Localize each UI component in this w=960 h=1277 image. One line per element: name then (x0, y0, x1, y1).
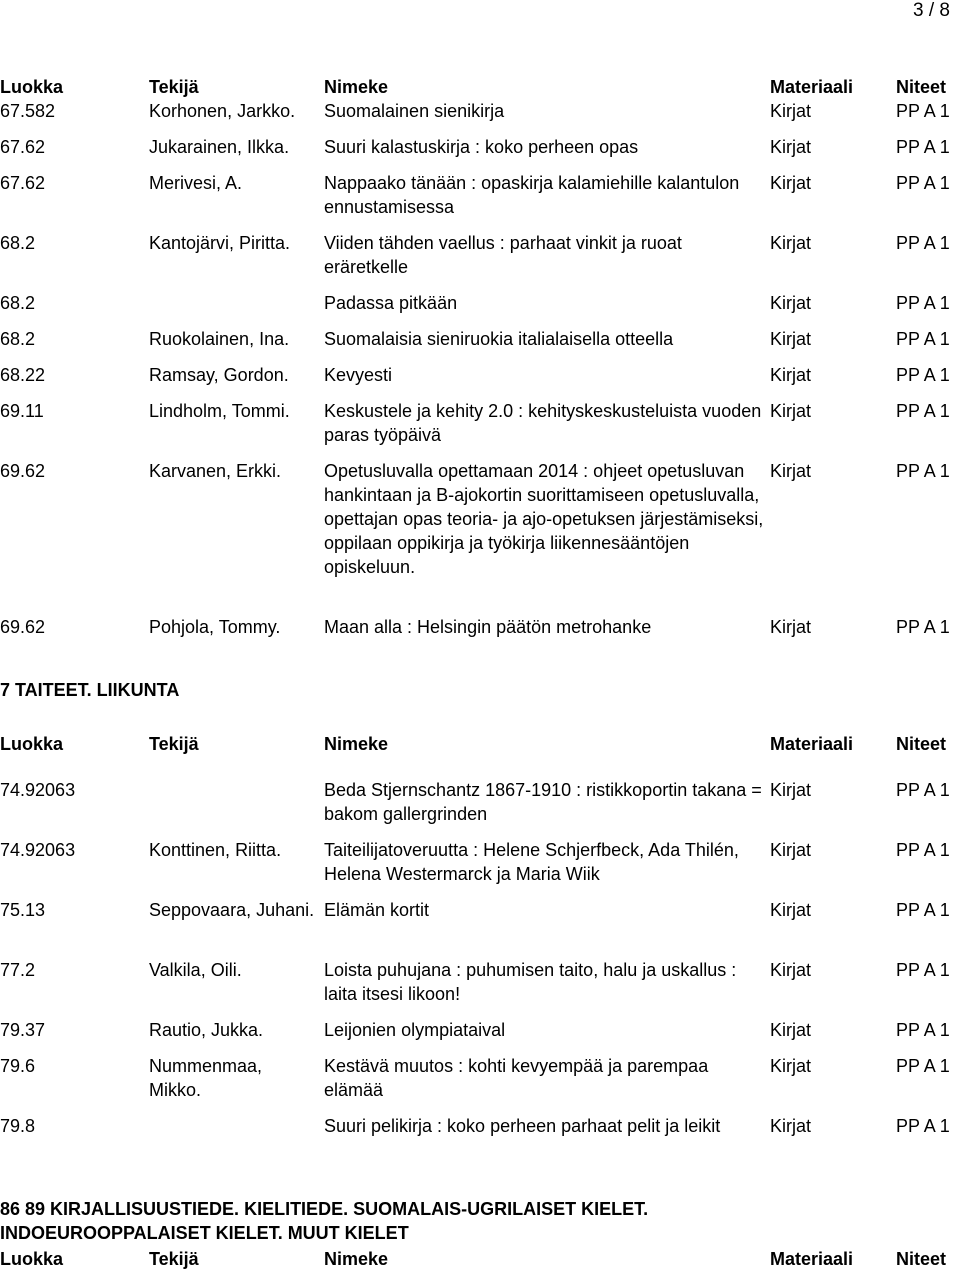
cell-nimeke: Beda Stjernschantz 1867-1910 : ristikkoportin takana = bakom gallergrinden (324, 780, 762, 824)
table-row (0, 231, 960, 279)
cell-materiaali: Kirjat (770, 780, 812, 800)
table-row (0, 1018, 960, 1042)
cell-luokka: 67.582 (0, 101, 56, 121)
table-row (0, 135, 960, 159)
cell-materiaali: Kirjat (770, 960, 812, 980)
cell-niteet: PP A 1 (896, 461, 950, 481)
cell-luokka: 75.13 (0, 900, 46, 920)
cell-nimeke: Keskustele ja kehity 2.0 : kehityskeskusteluista vuoden paras työpäivä (324, 401, 762, 445)
catalog-section-1 (0, 75, 960, 639)
col-nimeke: Nimeke (324, 77, 389, 97)
col-niteet: Niteet (896, 1249, 947, 1269)
cell-nimeke: Kestävä muutos : kohti kevyempää ja parempaa elämää (324, 1056, 709, 1100)
cell-tekija: Korhonen, Jarkko. (149, 101, 296, 121)
table-row (0, 327, 960, 351)
cell-materiaali: Kirjat (770, 233, 812, 253)
cell-luokka: 74.92063 (0, 840, 76, 860)
cell-luokka: 79.8 (0, 1116, 36, 1136)
cell-niteet: PP A 1 (896, 401, 950, 421)
cell-tekija: Valkila, Oili. (149, 960, 242, 980)
col-niteet: Niteet (896, 734, 947, 754)
cell-niteet: PP A 1 (896, 840, 950, 860)
catalog-section-3 (0, 1197, 960, 1271)
cell-materiaali: Kirjat (770, 293, 812, 313)
section-heading-line1: 86 89 KIRJALLISUUSTIEDE. KIELITIEDE. SUOMALAIS-UGRILAISET KIELET. (0, 1199, 649, 1219)
cell-nimeke: Opetusluvalla opettamaan 2014 : ohjeet opetusluvan hankintaan ja B-ajokortin suorittamiseen opetusluvalla, opettajan opas teoria- ja ajo-opetuksen järjestämiseksi, oppilaan oppikirja ja työkirja liikennesääntöjen opiskeluun. (324, 461, 764, 577)
cell-luokka: 69.62 (0, 461, 46, 481)
col-tekija: Tekijä (149, 734, 199, 754)
col-luokka: Luokka (0, 1249, 64, 1269)
col-tekija: Tekijä (149, 77, 199, 97)
cell-nimeke: Loista puhujana : puhumisen taito, halu ja uskallus : laita itsesi likoon! (324, 960, 737, 1004)
cell-tekija: Nummenmaa, Mikko. (149, 1056, 263, 1100)
cell-tekija: Merivesi, A. (149, 173, 243, 193)
cell-materiaali: Kirjat (770, 173, 812, 193)
cell-niteet: PP A 1 (896, 1056, 950, 1076)
cell-luokka: 77.2 (0, 960, 36, 980)
cell-luokka: 68.2 (0, 329, 36, 349)
col-materiaali: Materiaali (770, 77, 854, 97)
cell-nimeke: Kevyesti (324, 365, 393, 385)
cell-tekija: Karvanen, Erkki. (149, 461, 282, 481)
cell-niteet: PP A 1 (896, 960, 950, 980)
cell-nimeke: Suuri kalastuskirja : koko perheen opas (324, 137, 639, 157)
cell-niteet: PP A 1 (896, 617, 950, 637)
cell-niteet: PP A 1 (896, 293, 950, 313)
cell-materiaali: Kirjat (770, 365, 812, 385)
cell-niteet: PP A 1 (896, 173, 950, 193)
catalog-section-2 (0, 678, 960, 1162)
cell-tekija: Jukarainen, Ilkka. (149, 137, 290, 157)
table-row (0, 99, 960, 123)
cell-niteet: PP A 1 (896, 137, 950, 157)
cell-luokka: 69.62 (0, 617, 46, 637)
table-row (0, 958, 960, 1006)
cell-niteet: PP A 1 (896, 101, 950, 121)
table-row (0, 459, 960, 603)
cell-tekija: Kantojärvi, Piritta. (149, 233, 291, 253)
cell-materiaali: Kirjat (770, 900, 812, 920)
cell-niteet: PP A 1 (896, 1116, 950, 1136)
cell-materiaali: Kirjat (770, 137, 812, 157)
table-header (0, 75, 960, 99)
cell-tekija: Rautio, Jukka. (149, 1020, 264, 1040)
cell-nimeke: Suuri pelikirja : koko perheen parhaat pelit ja leikit (324, 1116, 721, 1136)
col-luokka: Luokka (0, 77, 64, 97)
col-nimeke: Nimeke (324, 1249, 389, 1269)
cell-materiaali: Kirjat (770, 840, 812, 860)
cell-niteet: PP A 1 (896, 329, 950, 349)
section-heading-line2: INDOEUROOPPALAISET KIELET. MUUT KIELET (0, 1223, 409, 1243)
cell-nimeke: Maan alla : Helsingin päätön metrohanke (324, 617, 652, 637)
section-heading: 7 TAITEET. LIIKUNTA (0, 680, 180, 700)
cell-luokka: 68.2 (0, 233, 36, 253)
cell-nimeke: Suomalainen sienikirja (324, 101, 505, 121)
table-row (0, 838, 960, 886)
cell-materiaali: Kirjat (770, 1116, 812, 1136)
cell-materiaali: Kirjat (770, 1056, 812, 1076)
table-row (0, 399, 960, 447)
cell-materiaali: Kirjat (770, 617, 812, 637)
col-materiaali: Materiaali (770, 734, 854, 754)
cell-nimeke: Taiteilijatoveruutta : Helene Schjerfbeck, Ada Thilén, Helena Westermarck ja Maria Wiik (324, 840, 739, 884)
table-row (0, 898, 960, 946)
table-header (0, 732, 960, 756)
cell-tekija: Konttinen, Riitta. (149, 840, 282, 860)
table-row (0, 291, 960, 315)
cell-luokka: 79.37 (0, 1020, 46, 1040)
cell-nimeke: Nappaako tänään : opaskirja kalamiehille kalantulon ennustamisessa (324, 173, 740, 217)
cell-materiaali: Kirjat (770, 401, 812, 421)
cell-tekija: Ruokolainen, Ina. (149, 329, 290, 349)
cell-niteet: PP A 1 (896, 1020, 950, 1040)
table-row (0, 615, 960, 639)
cell-luokka: 74.92063 (0, 780, 76, 800)
cell-niteet: PP A 1 (896, 365, 950, 385)
page-number: 3 / 8 (913, 0, 950, 21)
table-row (0, 1114, 960, 1162)
cell-luokka: 79.6 (0, 1056, 36, 1076)
cell-materiaali: Kirjat (770, 101, 812, 121)
cell-luokka: 67.62 (0, 173, 46, 193)
col-luokka: Luokka (0, 734, 64, 754)
cell-tekija: Lindholm, Tommi. (149, 401, 290, 421)
table-header (0, 1247, 960, 1271)
cell-nimeke: Leijonien olympiataival (324, 1020, 506, 1040)
cell-tekija: Seppovaara, Juhani. (149, 900, 315, 920)
cell-materiaali: Kirjat (770, 1020, 812, 1040)
cell-luokka: 68.2 (0, 293, 36, 313)
cell-luokka: 67.62 (0, 137, 46, 157)
cell-materiaali: Kirjat (770, 461, 812, 481)
table-row (0, 171, 960, 219)
cell-niteet: PP A 1 (896, 233, 950, 253)
cell-nimeke: Suomalaisia sieniruokia italialaisella otteella (324, 329, 674, 349)
col-niteet: Niteet (896, 77, 947, 97)
col-materiaali: Materiaali (770, 1249, 854, 1269)
cell-niteet: PP A 1 (896, 780, 950, 800)
col-nimeke: Nimeke (324, 734, 389, 754)
cell-luokka: 69.11 (0, 401, 44, 421)
cell-nimeke: Padassa pitkään (324, 293, 458, 313)
cell-tekija: Pohjola, Tommy. (149, 617, 281, 637)
cell-nimeke: Elämän kortit (324, 900, 430, 920)
table-row (0, 363, 960, 387)
table-row (0, 778, 960, 826)
table-body (0, 99, 960, 639)
table-body (0, 778, 960, 1162)
table-row (0, 1054, 960, 1102)
cell-nimeke: Viiden tähden vaellus : parhaat vinkit ja ruoat eräretkelle (324, 233, 682, 277)
cell-tekija: Ramsay, Gordon. (149, 365, 289, 385)
col-tekija: Tekijä (149, 1249, 199, 1269)
cell-niteet: PP A 1 (896, 900, 950, 920)
cell-luokka: 68.22 (0, 365, 46, 385)
cell-materiaali: Kirjat (770, 329, 812, 349)
